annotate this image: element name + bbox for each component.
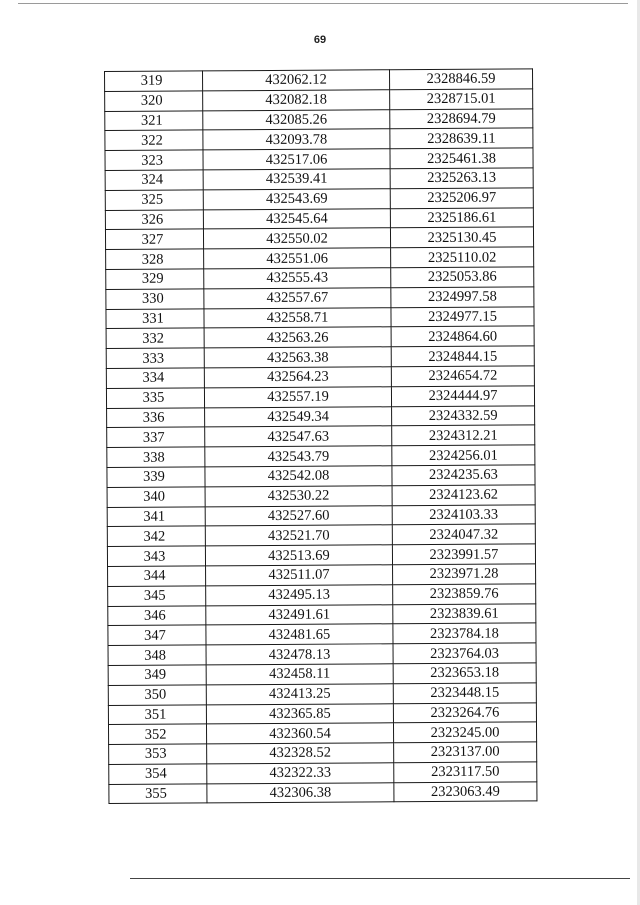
point-number-cell: 349 bbox=[108, 665, 206, 685]
x-coordinate-cell: 432547.63 bbox=[205, 426, 392, 447]
point-number-cell: 350 bbox=[108, 685, 206, 705]
table-row bbox=[107, 465, 535, 487]
table-row bbox=[108, 623, 536, 645]
x-coordinate-cell: 432539.41 bbox=[203, 169, 390, 190]
table-row bbox=[106, 366, 534, 388]
x-coordinate-cell: 432360.54 bbox=[206, 723, 393, 744]
table-row bbox=[107, 425, 535, 447]
y-coordinate-cell: 2328715.01 bbox=[390, 89, 533, 110]
x-coordinate-cell: 432513.69 bbox=[205, 545, 392, 566]
point-number-cell: 331 bbox=[106, 308, 204, 328]
x-coordinate-cell: 432527.60 bbox=[205, 505, 392, 526]
x-coordinate-cell: 432306.38 bbox=[207, 782, 394, 803]
y-coordinate-cell: 2323264.76 bbox=[393, 702, 536, 723]
y-coordinate-cell: 2323653.18 bbox=[393, 663, 536, 684]
table-row bbox=[106, 247, 534, 269]
y-coordinate-cell: 2323245.00 bbox=[393, 722, 536, 743]
point-number-cell: 347 bbox=[108, 625, 206, 645]
x-coordinate-cell: 432085.26 bbox=[203, 109, 390, 130]
x-coordinate-cell: 432521.70 bbox=[205, 525, 392, 546]
table-row bbox=[107, 504, 535, 526]
x-coordinate-cell: 432557.67 bbox=[204, 288, 391, 309]
x-coordinate-cell: 432413.25 bbox=[206, 683, 393, 704]
point-number-cell: 334 bbox=[106, 368, 204, 388]
point-number-cell: 342 bbox=[107, 526, 205, 546]
table-row bbox=[108, 663, 536, 685]
x-coordinate-cell: 432495.13 bbox=[206, 584, 393, 605]
point-number-cell: 327 bbox=[105, 229, 203, 249]
x-coordinate-cell: 432093.78 bbox=[203, 129, 390, 150]
table-row bbox=[107, 485, 535, 507]
table-row bbox=[107, 544, 535, 566]
y-coordinate-cell: 2325186.61 bbox=[390, 207, 533, 228]
point-number-cell: 322 bbox=[105, 130, 203, 150]
y-coordinate-cell: 2325110.02 bbox=[391, 247, 534, 268]
table-row bbox=[105, 148, 533, 170]
table-row bbox=[106, 386, 534, 408]
y-coordinate-cell: 2323448.15 bbox=[393, 683, 536, 704]
x-coordinate-cell: 432549.34 bbox=[205, 406, 392, 427]
y-coordinate-cell: 2323117.50 bbox=[394, 762, 537, 783]
point-number-cell: 319 bbox=[105, 71, 203, 91]
point-number-cell: 330 bbox=[106, 289, 204, 309]
point-number-cell: 352 bbox=[108, 724, 206, 744]
table-row bbox=[105, 207, 533, 229]
point-number-cell: 338 bbox=[107, 447, 205, 467]
y-coordinate-cell: 2324844.15 bbox=[391, 346, 534, 367]
point-number-cell: 320 bbox=[105, 91, 203, 111]
x-coordinate-cell: 432543.69 bbox=[203, 189, 390, 210]
x-coordinate-cell: 432491.61 bbox=[206, 604, 393, 625]
table-row bbox=[105, 89, 533, 111]
table-row bbox=[108, 702, 536, 724]
table-row bbox=[107, 405, 535, 427]
y-coordinate-cell: 2323991.57 bbox=[392, 544, 535, 565]
scan-bottom-edge-line bbox=[130, 878, 630, 879]
x-coordinate-cell: 432511.07 bbox=[206, 565, 393, 586]
y-coordinate-cell: 2323971.28 bbox=[393, 564, 536, 585]
x-coordinate-cell: 432564.23 bbox=[204, 367, 391, 388]
point-number-cell: 326 bbox=[105, 209, 203, 229]
y-coordinate-cell: 2323784.18 bbox=[393, 623, 536, 644]
y-coordinate-cell: 2324864.60 bbox=[391, 326, 534, 347]
y-coordinate-cell: 2328846.59 bbox=[389, 69, 532, 90]
table-row bbox=[107, 445, 535, 467]
table-row bbox=[108, 564, 536, 586]
table-row bbox=[105, 108, 533, 130]
point-number-cell: 323 bbox=[105, 150, 203, 170]
point-number-cell: 355 bbox=[109, 784, 207, 804]
x-coordinate-cell: 432558.71 bbox=[204, 307, 391, 328]
point-number-cell: 354 bbox=[109, 764, 207, 784]
x-coordinate-cell: 432481.65 bbox=[206, 624, 393, 645]
point-number-cell: 346 bbox=[108, 605, 206, 625]
y-coordinate-cell: 2323839.61 bbox=[393, 603, 536, 624]
point-number-cell: 343 bbox=[107, 546, 205, 566]
point-number-cell: 351 bbox=[108, 704, 206, 724]
scan-top-edge-line bbox=[18, 3, 628, 4]
y-coordinate-cell: 2324977.15 bbox=[391, 306, 534, 327]
table-row bbox=[108, 603, 536, 625]
table-row bbox=[105, 227, 533, 249]
y-coordinate-cell: 2325461.38 bbox=[390, 148, 533, 169]
point-number-cell: 324 bbox=[105, 170, 203, 190]
y-coordinate-cell: 2324123.62 bbox=[392, 485, 535, 506]
y-coordinate-cell: 2324312.21 bbox=[392, 425, 535, 446]
x-coordinate-cell: 432555.43 bbox=[204, 268, 391, 289]
x-coordinate-cell: 432062.12 bbox=[203, 70, 390, 91]
x-coordinate-cell: 432551.06 bbox=[204, 248, 391, 269]
y-coordinate-cell: 2324997.58 bbox=[391, 287, 534, 308]
point-number-cell: 345 bbox=[108, 586, 206, 606]
table-row bbox=[105, 168, 533, 190]
table-row bbox=[108, 722, 536, 744]
y-coordinate-cell: 2324103.33 bbox=[392, 504, 535, 525]
x-coordinate-cell: 432082.18 bbox=[203, 90, 390, 111]
y-coordinate-cell: 2324654.72 bbox=[391, 366, 534, 387]
table-row bbox=[109, 782, 537, 804]
table-row bbox=[108, 683, 536, 705]
table-row bbox=[105, 69, 533, 91]
y-coordinate-cell: 2323137.00 bbox=[394, 742, 537, 763]
y-coordinate-cell: 2328694.79 bbox=[390, 108, 533, 129]
point-number-cell: 336 bbox=[107, 407, 205, 427]
x-coordinate-cell: 432328.52 bbox=[207, 743, 394, 764]
y-coordinate-cell: 2325130.45 bbox=[390, 227, 533, 248]
table-row bbox=[106, 326, 534, 348]
point-number-cell: 329 bbox=[106, 269, 204, 289]
x-coordinate-cell: 432365.85 bbox=[206, 703, 393, 724]
y-coordinate-cell: 2324444.97 bbox=[391, 386, 534, 407]
x-coordinate-cell: 432550.02 bbox=[203, 228, 390, 249]
x-coordinate-cell: 432517.06 bbox=[203, 149, 390, 170]
coordinates-table-body bbox=[105, 69, 537, 804]
point-number-cell: 344 bbox=[108, 566, 206, 586]
page-number: 69 bbox=[313, 34, 327, 46]
coordinates-table bbox=[104, 68, 537, 804]
y-coordinate-cell: 2323764.03 bbox=[393, 643, 536, 664]
point-number-cell: 325 bbox=[105, 190, 203, 210]
x-coordinate-cell: 432563.38 bbox=[204, 347, 391, 368]
table-row bbox=[107, 524, 535, 546]
x-coordinate-cell: 432542.08 bbox=[205, 466, 392, 487]
x-coordinate-cell: 432557.19 bbox=[204, 387, 391, 408]
x-coordinate-cell: 432543.79 bbox=[205, 446, 392, 467]
point-number-cell: 335 bbox=[106, 388, 204, 408]
table-row bbox=[106, 346, 534, 368]
y-coordinate-cell: 2328639.11 bbox=[390, 128, 533, 149]
table-row bbox=[105, 128, 533, 150]
table-row bbox=[108, 643, 536, 665]
y-coordinate-cell: 2324256.01 bbox=[392, 445, 535, 466]
x-coordinate-cell: 432322.33 bbox=[207, 763, 394, 784]
point-number-cell: 353 bbox=[109, 744, 207, 764]
y-coordinate-cell: 2323063.49 bbox=[394, 782, 537, 803]
x-coordinate-cell: 432478.13 bbox=[206, 644, 393, 665]
y-coordinate-cell: 2325206.97 bbox=[390, 188, 533, 209]
x-coordinate-cell: 432458.11 bbox=[206, 664, 393, 685]
point-number-cell: 328 bbox=[106, 249, 204, 269]
point-number-cell: 340 bbox=[107, 487, 205, 507]
table-row bbox=[108, 584, 536, 606]
x-coordinate-cell: 432545.64 bbox=[203, 208, 390, 229]
y-coordinate-cell: 2324332.59 bbox=[392, 405, 535, 426]
y-coordinate-cell: 2324235.63 bbox=[392, 465, 535, 486]
table-row bbox=[106, 267, 534, 289]
y-coordinate-cell: 2325053.86 bbox=[391, 267, 534, 288]
table-row bbox=[106, 287, 534, 309]
point-number-cell: 321 bbox=[105, 110, 203, 130]
point-number-cell: 348 bbox=[108, 645, 206, 665]
x-coordinate-cell: 432530.22 bbox=[205, 485, 392, 506]
x-coordinate-cell: 432563.26 bbox=[204, 327, 391, 348]
point-number-cell: 341 bbox=[107, 506, 205, 526]
point-number-cell: 337 bbox=[107, 427, 205, 447]
y-coordinate-cell: 2325263.13 bbox=[390, 168, 533, 189]
point-number-cell: 333 bbox=[106, 348, 204, 368]
point-number-cell: 332 bbox=[106, 328, 204, 348]
table-row bbox=[106, 306, 534, 328]
table-row bbox=[109, 742, 537, 764]
table-row bbox=[109, 762, 537, 784]
table-row bbox=[105, 188, 533, 210]
y-coordinate-cell: 2324047.32 bbox=[392, 524, 535, 545]
point-number-cell: 339 bbox=[107, 467, 205, 487]
y-coordinate-cell: 2323859.76 bbox=[393, 584, 536, 605]
